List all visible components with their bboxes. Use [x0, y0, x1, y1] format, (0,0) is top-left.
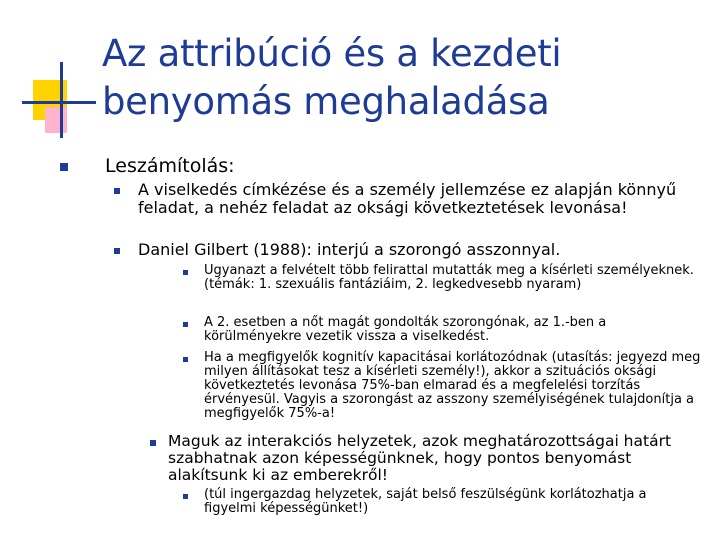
slide-title: [102, 30, 702, 126]
title-line-2: benyomás meghaladása: [102, 80, 550, 123]
pink-square: [45, 107, 67, 133]
bullet-marker: [114, 188, 120, 194]
bullet-marker: [183, 270, 188, 275]
bullet-marker: [183, 494, 188, 499]
main-bullet: Leszámítolás:: [105, 155, 235, 177]
detail-1: Ugyanazt a felvételt több felirattal mutatták meg a kísérleti személyeknek. (témák: 1. szexuális fantáziáim, 2. legkedvesebb nyaram): [204, 263, 694, 292]
bullet-marker: [114, 248, 120, 254]
detail-4: (túl ingergazdag helyzetek, saját belső feszülségünk korlátozhatja a figyelmi képességünket!): [204, 487, 647, 516]
detail-2: A 2. esetben a nőt magát gondolták szorongónak, az 1.-ben a körülményekre vezetik vissza a viselkedést.: [204, 315, 607, 344]
vertical-rule: [60, 62, 63, 138]
sub-bullet-2: Daniel Gilbert (1988): interjú a szorongó asszonnyal.: [138, 240, 561, 259]
sub-bullet-3: Maguk az interakciós helyzetek, azok meghatározottságai határt szabhatnak azon képességünknek, hogy pontos benyomást alakítsunk ki az emberekről!: [168, 432, 672, 484]
title-line-1: Az attribúció és a kezdeti: [102, 32, 562, 75]
sub-bullet-1: A viselkedés címkézése és a személy jellemzése ez alapján könnyű feladat, a nehéz feladat az oksági következtetések levonása!: [138, 180, 677, 217]
bullet-marker: [183, 357, 188, 362]
horizontal-rule: [22, 101, 96, 104]
bullet-marker: [183, 322, 188, 327]
bullet-marker: [60, 163, 68, 171]
bullet-marker: [150, 440, 156, 446]
detail-3: Ha a megfigyelők kognitív kapacitásai korlátozódnak (utasítás: jegyezd meg milyen állításokat tesz a kísérleti személy!), akkor a szituációs oksági következtetés levonása 75%-ban elmarad és a megfelelési torzítás érvényesül. Vagyis a szorongást az asszony személyiségének tulajdonítja a megfigyelők 75%-a!: [204, 350, 701, 421]
